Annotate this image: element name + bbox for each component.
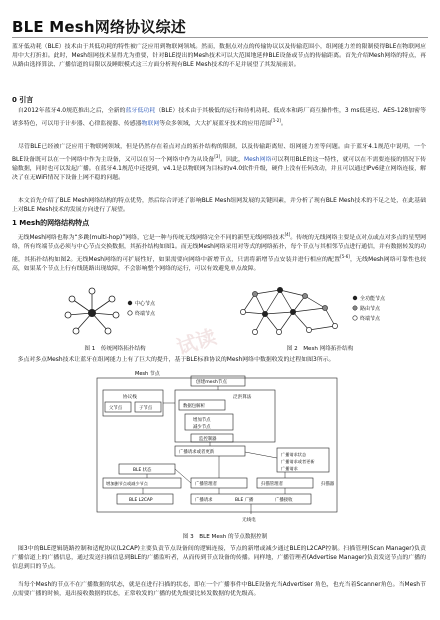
section-1-paragraph-2: [12, 356, 426, 365]
router-node: [302, 293, 307, 298]
add-node-label: 增加节点: [193, 418, 211, 423]
child-node-label: 子节点: [139, 406, 153, 411]
reference: [1-2]: [271, 118, 281, 123]
text: 本文首先介绍了BLE Mesh网络结构的特点优势，然后综合评述了影响BLE Mesh组网发展的关键因素，并分析了现有BLE Mesh技术的不足之处，在此基础上对BLE Mesh技术的发展方向进行了展望。: [12, 198, 426, 213]
abstract: [12, 43, 426, 70]
terminal-node: [109, 296, 115, 302]
stack-label: 协议栈: [123, 395, 137, 400]
text: 尽管BLE已经被广泛应用于物联网领域，但是仍然存在着点对点的拓扑结构的限制，以及传输距离短、组网能力差等问题。由于蓝牙4.1规范中说明，一个BLE设备既可以在一个网络中作为主设备，又可以在另一个网络中作为从设备: [12, 144, 426, 163]
legend-full-node: 全功能节点: [360, 296, 386, 302]
packet-parse-label: 数据包解析: [183, 404, 205, 409]
figure-2-caption: 图 2 Mesh 网络拓扑结构: [286, 346, 354, 352]
adv-stack-label: 广播请求或者更新: [281, 459, 315, 464]
terminal-node: [105, 328, 111, 334]
section-1-paragraph-3: [12, 545, 426, 572]
text: 自2012年蓝牙4.0规范推出之后，全新的: [17, 108, 126, 114]
ble-state-label: BLE 状态: [133, 468, 152, 473]
link-ble[interactable]: 蓝牙低功耗: [125, 108, 156, 114]
figure-2-mesh-topology: [235, 282, 410, 342]
adv-manager-label: 广播管理者: [195, 482, 217, 487]
mesh-node-label: Mesh 节点: [135, 371, 160, 377]
section-1-heading: 1 Mesh的网络结构特点: [12, 219, 90, 227]
terminal-node: [69, 296, 75, 302]
request-update-label: 广播请求或者更新: [179, 450, 215, 455]
legend-center-node: 中心节点: [135, 301, 156, 307]
terminal-node: [332, 323, 337, 328]
intro-paragraph-2: [12, 143, 426, 183]
intro-paragraph-3: [12, 197, 426, 215]
adv-tx-label: 广播请求: [195, 498, 213, 503]
scan-request-label: 广播请求: [281, 466, 298, 471]
reduce-node-label: 减少节点: [193, 425, 211, 430]
section-1-paragraph-1: [12, 230, 426, 274]
legend-center-node-icon: [128, 301, 132, 305]
terminal-node: [65, 312, 71, 318]
terminal-node: [252, 329, 257, 334]
router-node: [252, 291, 257, 296]
figure-2-links: [243, 290, 335, 332]
reference: [3]: [214, 154, 221, 159]
intro-paragraph-1: [12, 107, 426, 129]
text: 无线Mesh网络也称为“多跳(multi-hop)”网络，它是一种与传统无线网络完全不同的新型无线网络技术: [17, 234, 285, 241]
text: 。: [280, 120, 287, 127]
section-0-heading: 0 引言: [12, 96, 34, 104]
terminal-node: [89, 288, 95, 294]
full-node: [277, 287, 283, 293]
doc-title: BLE Mesh网络协议综述: [12, 18, 186, 36]
text: 等众多领域，大大扩展蓝牙技术的应用范围: [159, 120, 272, 127]
legend-router-node-icon: [353, 306, 357, 310]
scan-manager-label: 扫描管理者: [261, 482, 283, 487]
watermark: 试读: [173, 324, 220, 360]
reference: [4]: [284, 232, 291, 237]
ble-adv-label: BLE 广播: [235, 498, 254, 503]
router-node: [322, 305, 327, 310]
title-divider: [12, 37, 428, 38]
terminal-node: [276, 329, 281, 334]
radio-label: 无线电: [242, 518, 256, 523]
figure-3-ble-mesh-data-control: [95, 368, 355, 528]
terminal-node: [113, 312, 119, 318]
text: 。因此，: [220, 156, 245, 163]
figure-1-star-topology: [40, 285, 190, 340]
section-1-paragraph-4: [12, 581, 426, 599]
text: ，无线Mesh网络可靠性也较高，如果某个节点上行有线链路出现故障，不会影响整个网络的运行，可以有效避免单点故障。: [12, 256, 426, 272]
reference: [5-6]: [340, 253, 350, 259]
figure-1-caption: 图 1 传统网络拓扑结构: [84, 346, 146, 352]
text: 。传统的无线网络主要是点对点或点对多点的星型网络，所有终端节点必须与中心节点交换数据，其拓扑结构如图1。而无线Mesh网络采用对等式的网络拓扑，每个节点与其相邻节点进行通信，并有数据转发的功能，其拓扑结构如图2。无线Mesh网络的可扩展性好，如果需要向网络中新增节点，只需将新增节点安装并进行相应的配置: [12, 234, 427, 263]
scanner-label: 扫描器: [321, 482, 335, 487]
abstract-text: 蓝牙低功耗（BLE）技术由于其低功耗的特性被广泛应用到物联网领域。然而，数据点对点的传输协议以及传输范围小，组网能力差的限制使得BLE在物联网应用中大打折扣。此时，Mesh组网技术显得尤为重要，针对BLE提出的Mesh技术可以大范围地延伸BLE设备或节点的传输距离。首先介绍Mesh网络的特点，再从路由选择算法、广播信道的局限以及睡眠模式这三方面分析现有BLE Mesh技术的不足并展望了其发展前景。: [12, 44, 426, 68]
full-node: [290, 309, 296, 315]
flood-label: 泛洪算法: [233, 395, 252, 400]
text: （BLE）技术由于其极低的运行和待机功耗、低成本和跨厂商互操作性，3 ms低延迟、AES-128加密等诸多特色，可以用于计步器、心律监视器、传感器: [12, 108, 426, 127]
legend-terminal-node-icon: [128, 311, 132, 315]
link-mesh[interactable]: Mesh网络: [244, 156, 272, 163]
router-nodes: [252, 291, 327, 310]
adv-rx-label: 广播接收: [275, 498, 293, 503]
figure-3-caption: 图 3 BLE Mesh 的节点数据控制: [182, 534, 268, 540]
center-node: [88, 309, 96, 317]
text: 多点对多点Mesh技术让蓝牙在组网能力上有了巨大的提升，基于BLE标准协议的Mesh网络中数据收发的过程如图3所示。: [17, 357, 335, 363]
legend-router-node: 路由节点: [360, 306, 381, 312]
text: 当每个Mesh的节点不在广播数据的状态，就是在进行扫描的状态，即在一个广播事件中BLE设备充当Advertiser 角色，也充当着Scanner角色。当Mesh节点需要广播的时候，退出接收数据的状态，正常收发的广播的优先级要比转发数据的优先级高。: [12, 582, 426, 597]
full-node: [262, 311, 268, 317]
text: 可以利用BLE的这一特性，就可以在不需要连接的情况下传输数据，同时也可以发起广播。在蓝牙4.1规范中还提到，v4.1是以物联网为目标的v4.0软件升级，硬件上没有任何改动，并且可以通过IPv6建立网络连接，解决了在无WiFi情况下设备上网不稳的问题。: [12, 156, 427, 181]
monitor-label: 监控制器: [199, 437, 217, 442]
parent-node-label: 父节点: [109, 406, 123, 411]
text: 图3中的BLE逻辑链路控制和适配协议(L2CAP)主要负责节点设备间的逻辑连接，节点的新增或减少通过BLE的L2CAP控制。扫描管理(Scan Manager)负责广播信道上的广播信息，通过发送扫描信息到BLE的广播监听者，从而传到节点设备的传播。同样地，广播管理者(Advertise Manager)负责发送节点的广播的信息到目的节点。: [12, 546, 426, 570]
create-node-label: 创建mesh节点: [196, 380, 227, 385]
legend-terminal-node-icon: [353, 316, 357, 320]
terminal-node: [240, 309, 245, 314]
terminal-node: [73, 328, 79, 334]
link-iot[interactable]: 物联网: [141, 120, 160, 127]
full-function-nodes: [262, 287, 296, 317]
legend-terminal-node: 终端节点: [135, 311, 156, 317]
legend-terminal-node: 终端节点: [360, 316, 381, 322]
terminal-node: [306, 327, 311, 332]
legend-full-node-icon: [353, 296, 357, 300]
ble-l2cap-label: BLE L2CAP: [129, 498, 153, 503]
add-reduce-node-label: 增加删节点或减少节点: [106, 481, 148, 486]
adv-request-state-label: 广播请求状态: [281, 452, 307, 457]
